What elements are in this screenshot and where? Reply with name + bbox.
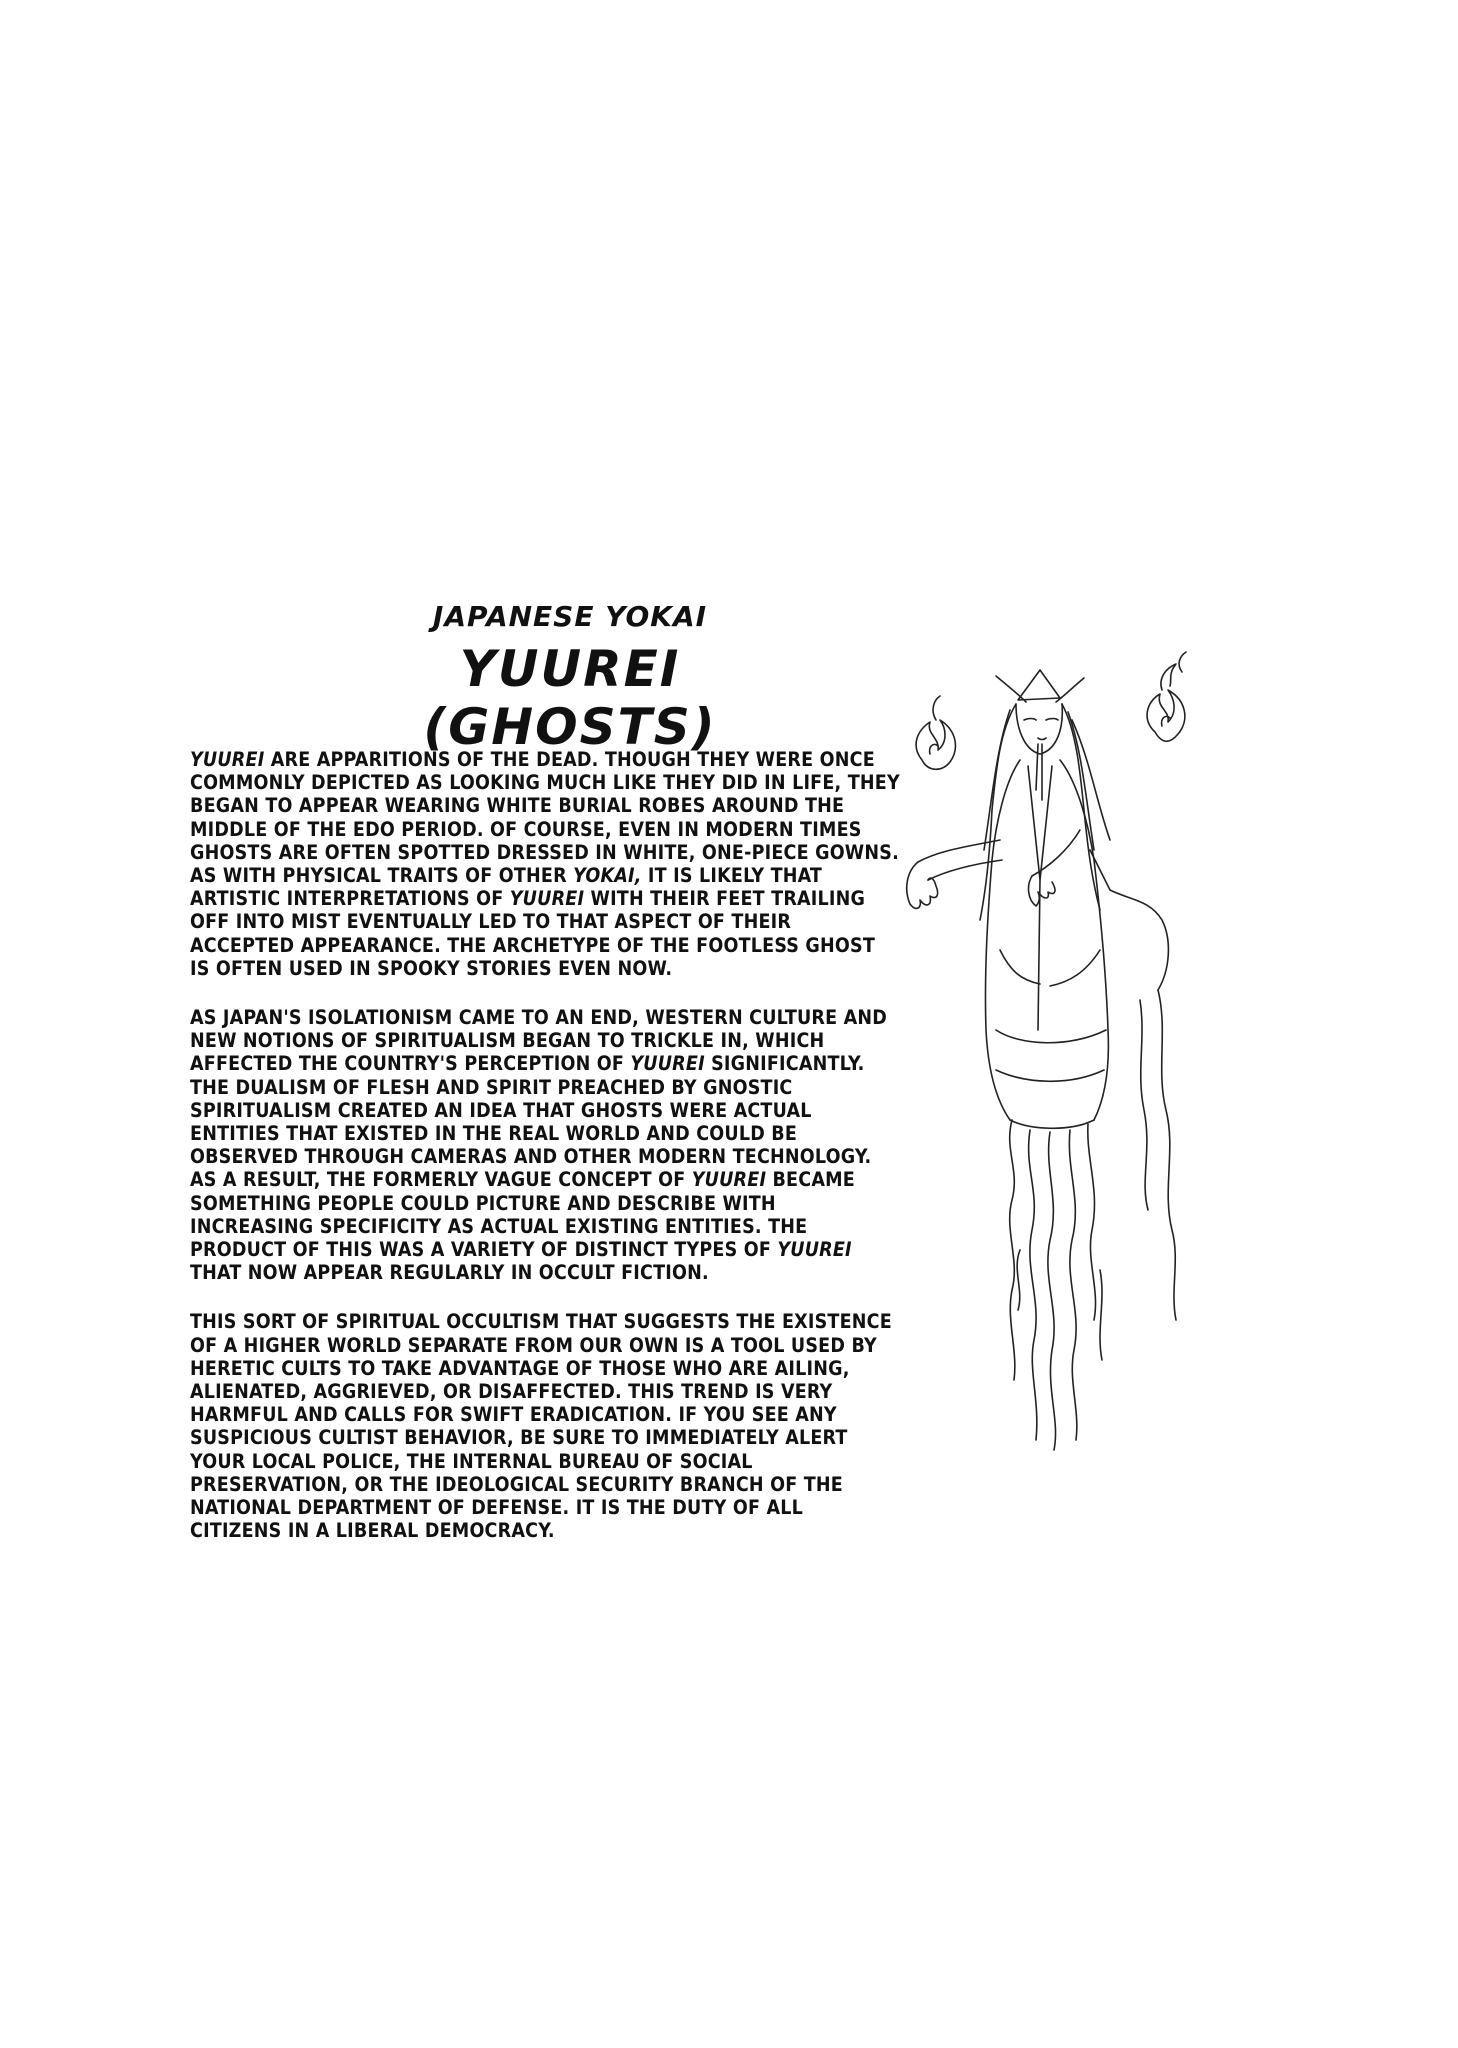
article-title-line-1: YUUREI bbox=[459, 640, 681, 698]
text-run: IT IS LIKELY THAT ARTISTIC INTERPRETATIONS OF bbox=[190, 864, 823, 911]
text-run: ARE APPARITIONS OF THE DEAD. THOUGH THEY WERE ONCE COMMONLY DEPICTED AS LOOKING MUCH LIKE THEY DID IN LIFE, THEY BEGAN TO APPEAR WEARING WHITE BURIAL ROBES AROUND THE MIDDLE OF THE EDO PERIOD. OF COURSE, EVEN IN MODERN TIMES GHOSTS ARE OFTEN SPOTTED DRESSED IN WHITE, ONE-PIECE GOWNS. AS WITH PHYSICAL TRAITS OF OTHER bbox=[190, 748, 900, 888]
article-header bbox=[380, 600, 760, 756]
yuurei-ghost-illustration bbox=[900, 650, 1300, 1630]
text-run: THIS SORT OF SPIRITUAL OCCULTISM THAT SUGGESTS THE EXISTENCE OF A HIGHER WORLD SEPARATE FROM OUR OWN IS A TOOL USED BY HERETIC CULTS TO TAKE ADVANTAGE OF THOSE WHO ARE AILING, ALIENATED, AGGRIEVED, OR DISAFFECTED. THIS TREND IS VERY HARMFUL AND CALLS FOR SWIFT ERADICATION. IF YOU SEE ANY SUSPICIOUS CULTIST BEHAVIOR, BE SURE TO IMMEDIATELY ALERT YOUR LOCAL POLICE, THE INTERNAL BUREAU OF SOCIAL PRESERVATION, OR THE IDEOLOGICAL SECURITY BRANCH OF THE NATIONAL DEPARTMENT OF DEFENSE. IT IS THE DUTY OF ALL CITIZENS IN A LIBERAL DEMOCRACY. bbox=[190, 1310, 892, 1543]
article-title-line-2: (GHOSTS) bbox=[423, 698, 717, 756]
italic-term: YUUREI bbox=[777, 1238, 852, 1262]
paragraph-2 bbox=[190, 1006, 900, 1284]
italic-term: YUUREI bbox=[691, 1168, 767, 1192]
article-body bbox=[190, 748, 900, 1569]
text-run: AS JAPAN'S ISOLATIONISM CAME TO AN END, WESTERN CULTURE AND NEW NOTIONS OF SPIRITUALISM BEGAN TO TRICKLE IN, WHICH AFFECTED THE COUNTRY'S PERCEPTION OF bbox=[190, 1006, 888, 1076]
text-run: SIGNIFICANTLY. THE DUALISM OF FLESH AND SPIRIT PREACHED BY GNOSTIC SPIRITUALISM CREATED AN IDEA THAT GHOSTS WERE ACTUAL ENTITIES THAT EXISTED IN THE REAL WORLD AND COULD BE OBSERVED THROUGH CAMERAS AND OTHER MODERN TECHNOLOGY. AS A RESULT, THE FORMERLY VAGUE CONCEPT OF bbox=[190, 1052, 872, 1192]
italic-term: YUUREI bbox=[630, 1052, 705, 1076]
series-kicker: JAPANESE YOKAI bbox=[432, 600, 708, 633]
paragraph-3 bbox=[190, 1310, 900, 1542]
text-run: WITH THEIR FEET TRAILING OFF INTO MIST EVENTUALLY LED TO THAT ASPECT OF THEIR ACCEPTED APPEARANCE. THE ARCHETYPE OF THE FOOTLESS GHOST IS OFTEN USED IN SPOOKY STORIES EVEN NOW. bbox=[190, 887, 876, 980]
ghost-robe bbox=[985, 760, 1108, 1128]
italic-term: YUUREI bbox=[190, 748, 265, 771]
left-spirit-flame bbox=[916, 696, 955, 769]
italic-term: YOKAI, bbox=[573, 864, 642, 888]
text-run: THAT NOW APPEAR REGULARLY IN OCCULT FICTION. bbox=[190, 1261, 709, 1285]
italic-term: YUUREI bbox=[509, 887, 585, 911]
ghost-trailing-mist bbox=[1010, 990, 1176, 1450]
text-run: BECAME SOMETHING PEOPLE COULD PICTURE AND DESCRIBE WITH INCREASING SPECIFICITY AS ACTUAL EXISTING ENTITIES. THE PRODUCT OF THIS WAS A VARIETY OF DISTINCT TYPES OF bbox=[190, 1168, 855, 1262]
right-spirit-flame bbox=[1147, 652, 1186, 741]
paragraph-1 bbox=[190, 748, 900, 980]
